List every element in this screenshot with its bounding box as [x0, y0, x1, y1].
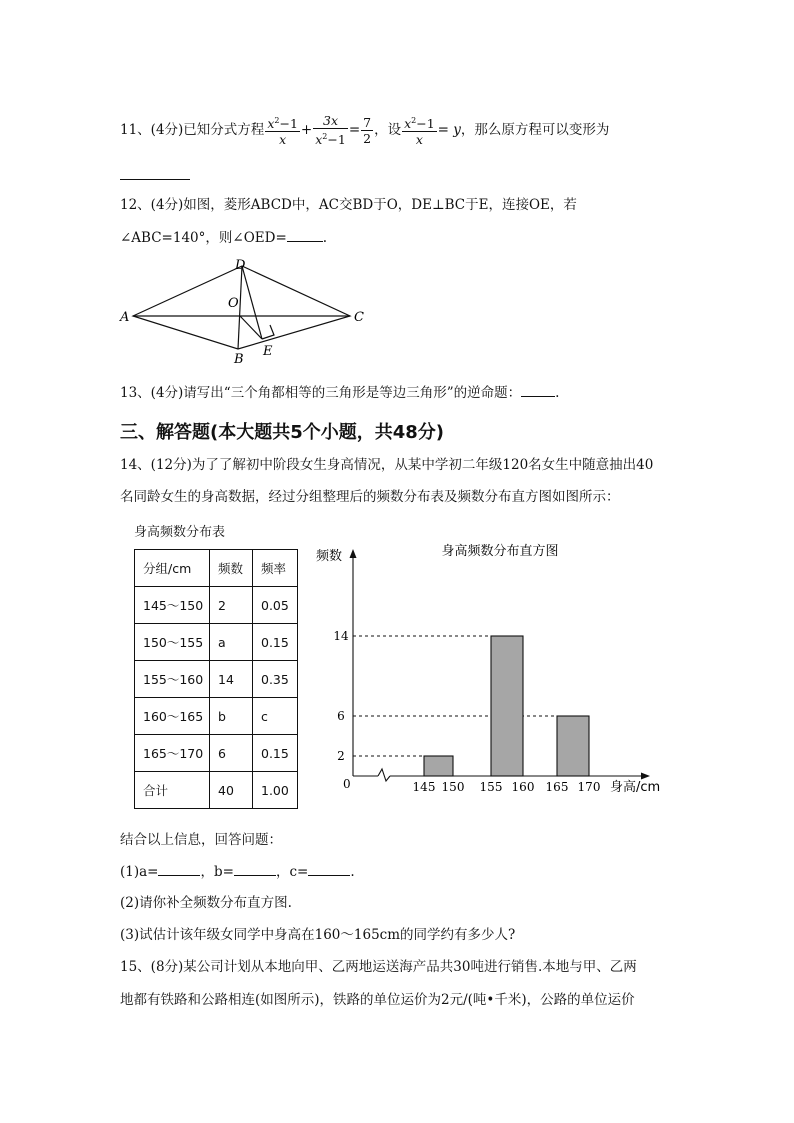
label-C: C — [354, 310, 364, 325]
table-total-row: 合计 40 1.00 — [135, 772, 298, 809]
rhombus-figure — [110, 255, 380, 365]
fraction-2: $\frac{3x}{x^2-1}$ — [315, 112, 346, 148]
blank-c — [308, 863, 350, 876]
x-tick-label: 160 — [511, 780, 535, 794]
table-row: 155～160 14 0.35 — [135, 661, 298, 698]
fraction-3: $\frac{7}{2}$ — [363, 114, 372, 146]
label-D: D — [235, 258, 246, 273]
header-frequency: 频数 — [210, 550, 253, 587]
x-tick-label: 155 — [479, 780, 503, 794]
header-rate: 频率 — [253, 550, 298, 587]
histogram-chart — [300, 535, 680, 805]
table-row: 145～150 2 0.05 — [135, 587, 298, 624]
question-12-line-2: ∠ABC=140°，则∠OED= . — [120, 230, 328, 246]
blank-b — [234, 863, 276, 876]
question-13: 13、(4分)请写出“三个角都相等的三角形是等边三角形”的逆命题： . — [120, 385, 560, 401]
question-14-line-1: 14、(12分)为了了解初中阶段女生身高情况，从某中学初二年级120名女生中随意抽出40 — [120, 457, 654, 473]
q14-part-3: (3)试估计该年级女同学中身高在160～165cm的同学约有多少人? — [120, 927, 516, 943]
fraction-1: $\frac{x^2-1}{x}$ — [265, 113, 300, 147]
question-12-line-1: 12、(4分)如图，菱形ABCD中，AC交BD于O，DE⊥BC于E，连接OE，若 — [120, 197, 577, 213]
section-3-title: 三、解答题(本大题共5个小题，共48分) — [120, 422, 445, 443]
q11-prefix: 11、(4分)已知分式方程 — [120, 122, 265, 138]
question-15-line-1: 15、(8分)某公司计划从本地向甲、乙两地运送海产品共30吨进行销售.本地与甲、乙两 — [120, 959, 637, 975]
label-A: A — [120, 310, 130, 325]
fraction-4: $\frac{x^2-1}{x}$ — [402, 113, 437, 147]
header-group: 分组/cm — [135, 550, 210, 587]
table-row: 160～165 b c — [135, 698, 298, 735]
q14-prompt: 结合以上信息，回答问题： — [120, 832, 282, 848]
blank-a — [158, 863, 200, 876]
label-E: E — [263, 344, 273, 359]
answer-blank-11 — [120, 179, 190, 180]
question-14-line-2: 名同龄女生的身高数据，经过分组整理后的频数分布表及频数分布直方图如图所示： — [120, 489, 620, 505]
x-tick-label: 170 — [577, 780, 601, 794]
frequency-table — [134, 549, 298, 809]
table-header-row — [135, 550, 298, 587]
origin-label: 0 — [343, 777, 351, 791]
histogram-bar — [424, 756, 453, 776]
chart-title: 身高频数分布直方图 — [441, 544, 559, 559]
table-caption: 身高频数分布表 — [134, 525, 226, 540]
answer-blank-12 — [287, 229, 323, 242]
x-axis-label: 身高/cm — [610, 780, 661, 795]
table-row: 165～170 6 0.15 — [135, 735, 298, 772]
q14-part-1: (1)a= ，b= ，c= . — [120, 864, 355, 880]
answer-blank-13 — [521, 384, 555, 397]
q14-part-2: (2)请你补全频数分布直方图. — [120, 895, 292, 911]
histogram-bar — [557, 716, 589, 776]
x-tick-label: 145 — [412, 780, 436, 794]
table-row: 150～155 a 0.15 — [135, 624, 298, 661]
question-11: 11、(4分)已知分式方程 $\frac{x^2-1}{x}$ + $\frac{3x}{x^2-1}$ = $\frac{7}{2}$ ，设 $\frac{x^2-1}{x}$ = y ，那么原方程可以变形为 — [120, 112, 610, 148]
label-B: B — [234, 352, 244, 365]
question-15-line-2: 地都有铁路和公路相连(如图所示)，铁路的单位运价为2元/(吨•千米)，公路的单位运价 — [120, 992, 635, 1008]
x-tick-label: 150 — [441, 780, 465, 794]
y-tick-label: 14 — [333, 629, 349, 643]
y-axis-label: 频数 — [316, 549, 343, 564]
y-tick-label: 2 — [337, 749, 345, 763]
label-O: O — [228, 296, 239, 311]
y-axis — [350, 549, 357, 776]
histogram-bar — [491, 636, 523, 776]
x-tick-label: 165 — [545, 780, 569, 794]
y-tick-label: 6 — [337, 709, 345, 723]
